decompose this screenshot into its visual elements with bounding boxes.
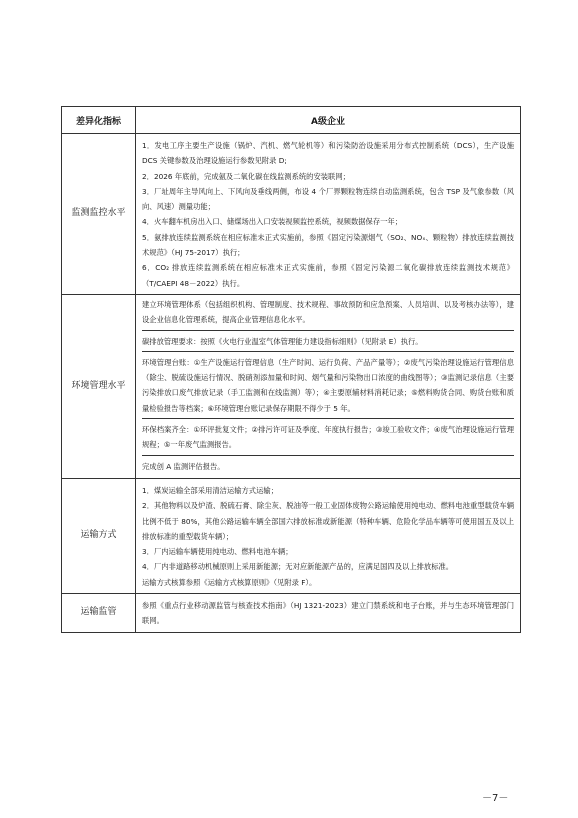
paragraph: 4．厂内非道路移动机械原则上采用新能源；无对应新能源产品的，应满足国四及以上排放标准。: [142, 562, 454, 572]
subsection: [142, 419, 514, 456]
page-number: －7－: [482, 793, 509, 804]
indicator-label: 环境管理水平: [71, 380, 126, 391]
paragraph: 建立环境管理体系（包括组织机构、管理制度、技术规程、事故预防和应急预案、人员培训、以及考核办法等），建设企业信息化管理系统，提高企业管理信息化水平。: [142, 299, 514, 325]
paragraph: 2．2026 年底前，完成氨及二氧化碳在线监测系统的安装联网；: [142, 171, 350, 181]
indicator-table: [61, 106, 521, 633]
indicator-label: 监测监控水平: [71, 208, 126, 219]
subsection: [142, 331, 514, 352]
content-cell: [136, 134, 521, 295]
paragraph: 3．厂址周年主导风向上、下风向及垂线两侧，布设 4 个厂界颗粒物连续自动监测系统，包含 TSP 及气象参数（风向、风速）测量功能；: [142, 186, 514, 212]
paragraph: 5．氨排放连续监测系统在相应标准未正式实施前，参照《固定污染源烟气（SO₂、NOₓ、颗粒物）排放连续监测技术规范》（HJ 75-2017）执行；: [142, 232, 514, 258]
paragraph: 环保档案齐全：①环评批复文件；②排污许可证及季度、年度执行报告；③竣工验收文件；④废气治理设施运行管理规程；⑤一年废气监测报告。: [142, 425, 514, 450]
indicator-cell: [62, 134, 136, 295]
paragraph: 运输方式核算参照《运输方式核算原则》（见附录 F）。: [142, 577, 317, 587]
indicator-cell: [62, 294, 136, 478]
indicator-label: 运输方式: [80, 530, 117, 541]
content-cell: [136, 294, 521, 478]
paragraph: 1．发电工序主要生产设施（锅炉、汽机、燃气轮机等）和污染防治设施采用分布式控制系统（DCS），生产设施 DCS 关键参数及治理设施运行参数见附录 D;: [142, 141, 514, 166]
paragraph: 2．其他物料以及炉渣、脱硫石膏、除尘灰、脱油等一般工业固体废物公路运输使用纯电动、燃料电池重型载货车辆比例不低于 80%，其他公路运输车辆全部国六排放标准或新能源（特种车辆、危险化学品车辆等可使用国五及以上排放标准的重型载货车辆）；: [142, 501, 514, 541]
paragraph: 参照《重点行业移动源监管与核查技术指南》（HJ 1321-2023）建立门禁系统和电子台账，并与生态环境管理部门联网。: [142, 601, 514, 626]
indicator-cell: [62, 594, 136, 633]
subsection: [142, 456, 514, 476]
table-row: [62, 134, 521, 295]
content-cell: [136, 594, 521, 633]
content-cell: [136, 478, 521, 593]
paragraph: 3．厂内运输车辆使用纯电动、燃料电池车辆；: [142, 547, 293, 557]
paragraph: 1．煤炭运输全部采用清洁运输方式运输；: [142, 485, 278, 495]
header-indicator: 差异化指标: [62, 107, 136, 134]
paragraph: 环境管理台账：①生产设施运行管理信息（生产时间、运行负荷、产品产量等）；②废气污染治理设施运行管理信息（除尘、脱硫设施运行情况、脱硝剂添加量和时间、烟气量和污染物出口浓度的曲线图等）；③监测记录信息（主要污染排放口废气排放记录（手工监测和在线监测）等）；④主要原辅材料消耗记录；⑤燃料购货合同、购货台账和质量检验报告等档案；⑥环境管理台账记录保存期限不得少于 5 年。: [142, 357, 514, 413]
subsection: [142, 352, 514, 419]
table-row: [62, 594, 521, 633]
indicator-cell: [62, 478, 136, 593]
subsection: [142, 297, 514, 331]
header-grade-a: A级企业: [136, 107, 521, 134]
table-row: [62, 294, 521, 478]
paragraph: 6．CO₂ 排放连续监测系统在相应标准未正式实施前，参照《固定污染源二氧化碳排放连续监测技术规范》（T/CAEPI 48－2022）执行。: [142, 263, 514, 288]
table-row: [62, 478, 521, 593]
paragraph: 4．火车翻车机房出入口、储煤场出入口安装视频监控系统，视频数据保存一年；: [142, 217, 403, 227]
paragraph: 完成创 A 监测评估报告。: [142, 461, 225, 471]
indicator-label: 运输监管: [80, 607, 117, 618]
paragraph: 碳排放管理要求：按照《火电行业温室气体管理能力建设指标细则》（见附录 E）执行。: [142, 336, 423, 346]
